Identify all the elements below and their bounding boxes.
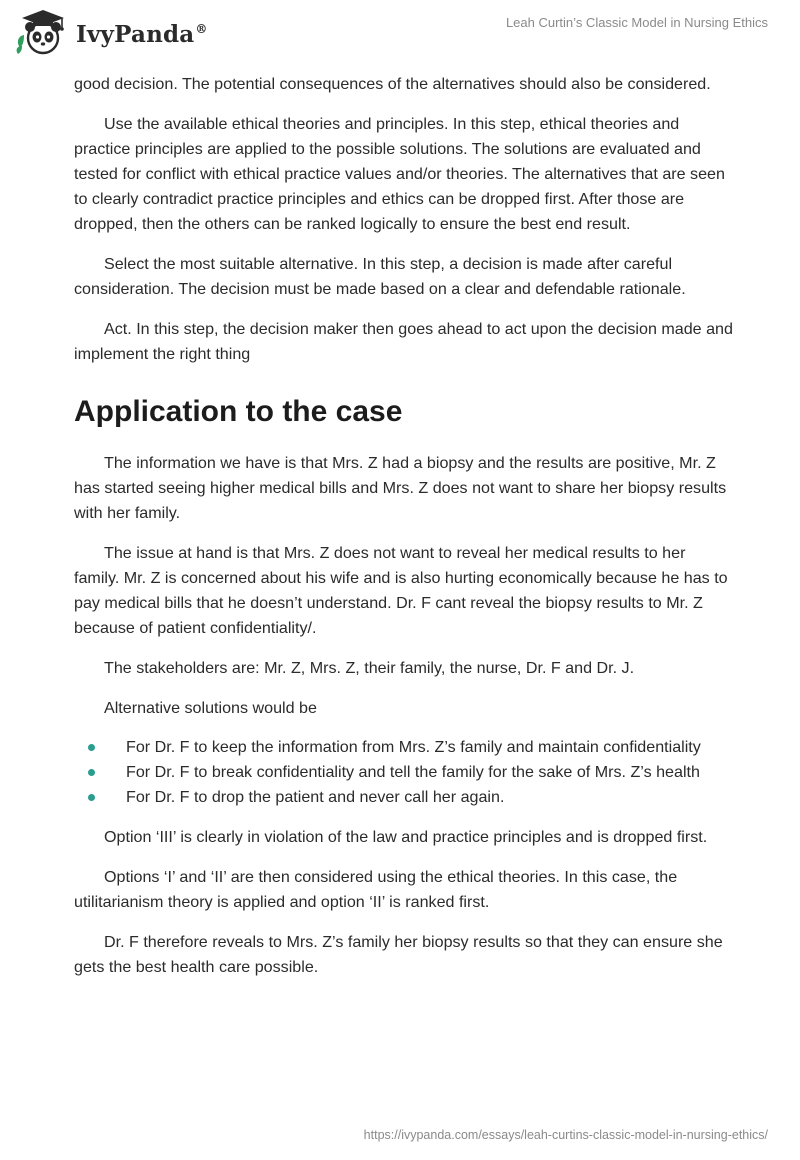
ivypanda-logo[interactable] [14, 8, 208, 56]
paragraph-consequences: good decision. The potential consequences of the alternatives should also be considered. [74, 75, 711, 93]
alternatives-list [74, 735, 734, 810]
list-item: For Dr. F to drop the patient and never call her again. [74, 785, 734, 810]
bullet-icon [88, 744, 95, 751]
list-item: For Dr. F to keep the information from Mrs. Z’s family and maintain confidentiality [74, 735, 734, 760]
source-url-link[interactable]: https://ivypanda.com/essays/leah-curtins-classic-model-in-nursing-ethics/ [363, 1128, 768, 1142]
paragraph-alternatives-intro: Alternative solutions would be [104, 699, 317, 717]
paragraph-conclusion: Dr. F therefore reveals to Mrs. Z’s family her biopsy results so that they can ensure she gets the best health care possible. [74, 933, 723, 976]
paragraph-information: The information we have is that Mrs. Z had a biopsy and the results are positive, Mr. Z has started seeing higher medical bills and Mrs. Z does not want to share her biopsy results with her family. [74, 454, 727, 522]
list-item: For Dr. F to break confidentiality and tell the family for the sake of Mrs. Z’s health [74, 760, 734, 785]
document-title: Leah Curtin’s Classic Model in Nursing Ethics [505, 15, 768, 30]
bullet-icon [88, 794, 95, 801]
logo-wordmark: IvyPanda® [76, 20, 208, 48]
paragraph-select-alternative: Select the most suitable alternative. In this step, a decision is made after careful consideration. The decision must be made based on a clear and defendable rationale. [74, 255, 686, 298]
section-heading: Application to the case [74, 395, 403, 428]
panda-graduate-icon [14, 8, 70, 56]
paragraph-ethical-theories: Use the available ethical theories and principles. In this step, ethical theories and practice principles are applied to the possible solutions. The solutions are evaluated and tested for conflict with ethical practice values and/or theories. The alternatives that are seen to clearly contradict practice principles and ethics can be dropped first. After those are dropped, then the others can be ranked logically to ensure the best end result. [74, 115, 725, 233]
paragraph-issue: The issue at hand is that Mrs. Z does not want to reveal her medical results to her family. Mr. Z is concerned about his wife and is also hurting economically because he has to pay medical bills that he doesn’t understand. Dr. F cant reveal the biopsy results to Mr. Z because of patient confidentiality/. [74, 544, 728, 637]
essay-body [74, 72, 734, 980]
paragraph-act: Act. In this step, the decision maker then goes ahead to act upon the decision made and implement the right thing [74, 320, 733, 363]
paragraph-stakeholders: The stakeholders are: Mr. Z, Mrs. Z, their family, the nurse, Dr. F and Dr. J. [104, 659, 635, 677]
page-header [0, 0, 800, 60]
paragraph-option-three: Option ‘III’ is clearly in violation of the law and practice principles and is dropped first. [104, 828, 708, 846]
bullet-icon [88, 769, 95, 776]
paragraph-options-considered: Options ‘I’ and ‘II’ are then considered using the ethical theories. In this case, the utilitarianism theory is applied and option ‘II’ is ranked first. [74, 868, 678, 911]
